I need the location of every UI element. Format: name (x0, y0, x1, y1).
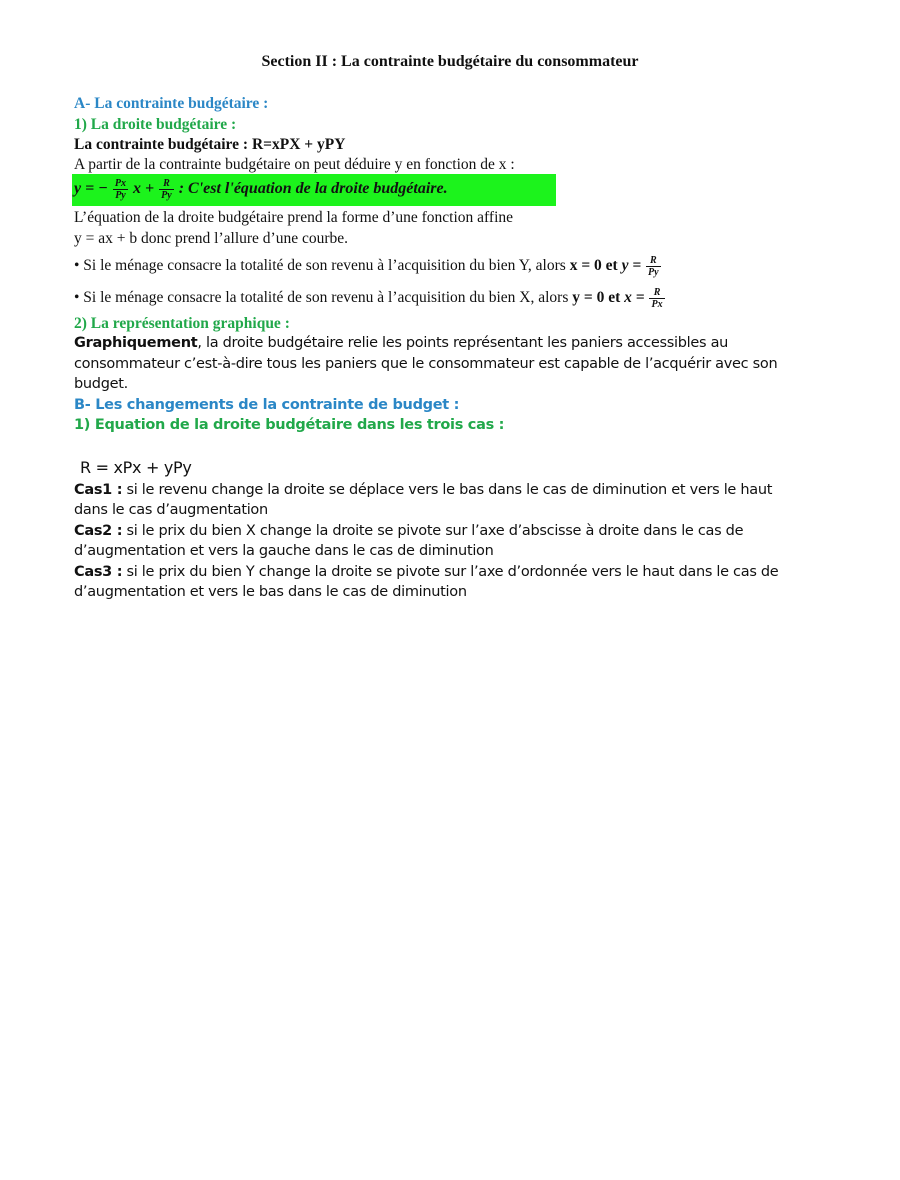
cas1-text: si le revenu change la droite se déplace vers le bas dans le cas de diminution et vers le haut (122, 482, 773, 498)
fraction-r-px (649, 287, 664, 310)
subsection-graph-heading: 2) La représentation graphique : (74, 315, 290, 332)
eq-lhs: y = − (74, 180, 108, 198)
graph-bold-word: Graphiquement (74, 335, 198, 351)
bullet-condition: x = 0 et (569, 257, 622, 275)
budget-formula: R = xPx + yPy (80, 458, 192, 477)
eq-mid: x + (133, 180, 155, 198)
deduce-text: A partir de la contrainte budgétaire on peut déduire y en fonction de x : (74, 156, 515, 173)
cas1-label: Cas1 : (74, 482, 123, 498)
bullet-text: • Si le ménage consacre la totalité de son revenu à l’acquisition du bien X, alors (74, 289, 573, 307)
cas3-text: si le prix du bien Y change la droite se pivote sur l’axe d’ordonnée vers le haut dans le cas de (122, 564, 779, 580)
frac-den: Py (115, 190, 126, 201)
cas3-line-2: d’augmentation et vers le bas dans le cas de diminution (74, 584, 467, 600)
cas2-line-2: d’augmentation et vers la gauche dans le cas de diminution (74, 543, 494, 559)
bullet-condition: y = 0 et (572, 289, 625, 307)
frac-num: R (646, 255, 661, 267)
budget-line-equation (74, 178, 448, 201)
cas3-line-1 (74, 562, 778, 582)
bullet-bien-x (74, 287, 666, 310)
graph-text-1 (74, 333, 728, 353)
bullet-variable: x = (624, 289, 645, 307)
affine-text-1: L’équation de la droite budgétaire prend la forme d’une fonction affine (74, 209, 514, 226)
frac-num: R (649, 287, 664, 299)
fraction-r-py (159, 178, 174, 201)
frac-den: Py (648, 267, 659, 278)
bullet-variable: y = (621, 257, 642, 275)
bullet-text: • Si le ménage consacre la totalité de son revenu à l’acquisition du bien Y, alors (74, 257, 570, 275)
graph-text-3: budget. (74, 376, 128, 392)
section-a-heading: A- La contrainte budgétaire : (74, 95, 269, 112)
frac-num: Px (114, 178, 127, 189)
section-b-heading: B- Les changements de la contrainte de budget : (74, 397, 460, 413)
bullet-bien-y (74, 255, 662, 278)
affine-text-2: y = ax + b donc prend l’allure d’une courbe. (74, 230, 348, 247)
cas2-text: si le prix du bien X change la droite se pivote sur l’axe d’abscisse à droite dans le cas de (122, 523, 744, 539)
frac-den: Py (161, 190, 172, 201)
definition-line (74, 135, 345, 155)
fraction-r-py (646, 255, 661, 278)
equation-caption: : C'est l'équation de la droite budgétaire. (174, 180, 448, 198)
cas2-line-1 (74, 521, 743, 541)
definition-label: La contrainte budgétaire (74, 136, 240, 153)
subsection-droite-heading: 1) La droite budgétaire : (74, 116, 237, 133)
frac-num: R (159, 178, 174, 190)
subsection-three-cases-heading: 1) Equation de la droite budgétaire dans les trois cas : (74, 417, 505, 433)
cas1-line-1 (74, 480, 772, 500)
cas1-line-2: dans le cas d’augmentation (74, 502, 268, 518)
graph-text-2: consommateur c’est-à-dire tous les paniers que le consommateur est capable de l’acquérir avec son (74, 356, 778, 372)
cas2-label: Cas2 : (74, 523, 123, 539)
cas3-label: Cas3 : (74, 564, 123, 580)
definition-formula: : R=xPX + yPY (239, 136, 346, 153)
frac-den: Px (651, 299, 663, 310)
fraction-px-py (113, 178, 128, 201)
graph-text-rest: , la droite budgétaire relie les points représentant les paniers accessibles au (197, 335, 729, 351)
page-title: Section II : La contrainte budgétaire du consommateur (261, 53, 639, 70)
